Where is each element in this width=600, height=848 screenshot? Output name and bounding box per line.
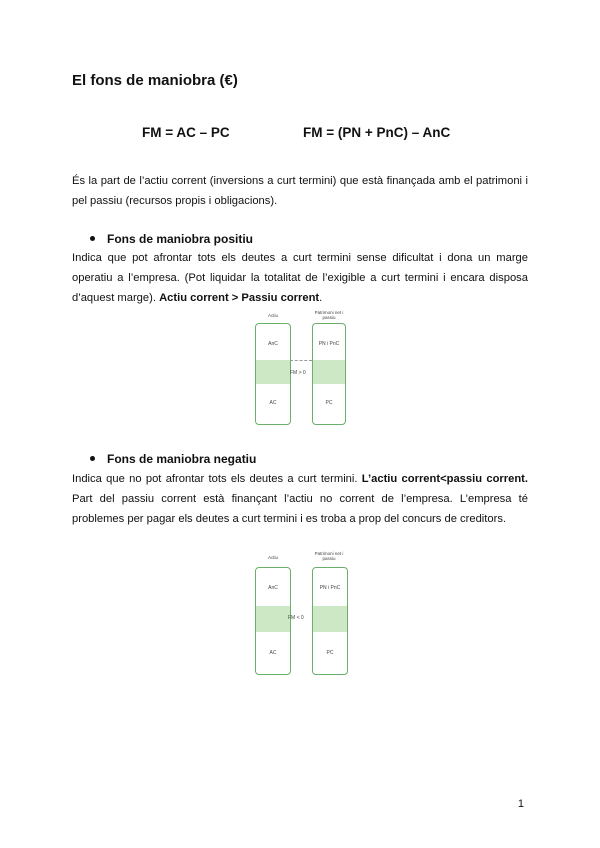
positive-heading-text: Fons de maniobra positiu: [107, 232, 254, 246]
negative-heading-text: Fons de maniobra negatiu: [107, 452, 257, 466]
positive-text: Indica que pot afrontar tots els deutes a curt termini sense dificultat i dona un marge operatiu a l’empresa. (Pot liquidar la totalitat de l’exigible a curt termini i encara disposa d’aquest marge).: [72, 252, 528, 304]
page-title: El fons de maniobra (€): [72, 72, 238, 89]
negative-left-bottom: AC: [269, 650, 277, 656]
negative-emphasis: L’actiu corrent<passiu corrent.: [361, 473, 528, 485]
negative-heading: [90, 452, 256, 466]
bullet-icon: [90, 456, 95, 461]
negative-asset-column: [255, 567, 291, 675]
positive-liability-column: [312, 323, 346, 425]
negative-liability-column: [312, 567, 348, 675]
negative-left-top: AnC: [268, 585, 278, 591]
positive-heading: [90, 232, 253, 246]
positive-asset-band: [256, 360, 290, 384]
positive-left-head: Actiu: [267, 313, 278, 318]
positive-balance-diagram: [250, 310, 350, 425]
negative-text: Indica que no pot afrontar tots els deutes a curt termini.: [72, 473, 358, 485]
formula-fm-pn-pnc-anc: FM = (PN + PnC) – AnC: [303, 125, 451, 140]
negative-fm-label: FM < 0: [288, 615, 304, 621]
negative-left-head: Actiu: [267, 555, 278, 560]
negative-right-head: Patrimoni net i passiu: [314, 551, 344, 561]
bullet-icon: [90, 236, 95, 241]
positive-right-top: PN i PnC: [318, 341, 340, 347]
negative-right-top: PN i PnC: [319, 585, 341, 591]
negative-paragraph: [72, 469, 528, 529]
positive-liability-band: [313, 360, 345, 384]
positive-right-head: Patrimoni net i passiu: [314, 310, 344, 320]
positive-left-bottom: AC: [269, 400, 277, 406]
positive-emphasis: Actiu corrent > Passiu corrent: [159, 292, 320, 304]
positive-fm-label: FM > 0: [290, 370, 306, 376]
negative-liability-band: [313, 606, 347, 632]
positive-paragraph: [72, 248, 528, 308]
negative-balance-diagram: [250, 549, 350, 677]
page-number: 1: [517, 798, 524, 810]
positive-right-bottom: PC: [325, 400, 333, 406]
positive-end: .: [319, 292, 323, 304]
negative-right-bottom: PC: [326, 650, 334, 656]
negative-asset-band: [256, 606, 290, 632]
intro-paragraph: És la part de l’actiu corrent (inversions a curt termini) que està finançada amb el patrimoni i pel passiu (recursos propis i obligacions).: [72, 175, 528, 207]
positive-asset-column: [255, 323, 291, 425]
positive-left-top: AnC: [268, 341, 278, 347]
negative-rest: Part del passiu corrent està finançant l’actiu no corrent de l’empresa. L’empresa té problemes per pagar els deutes a curt termini i es troba a prop del concurs de creditors.: [72, 493, 528, 525]
formula-fm-ac-pc: FM = AC – PC: [142, 125, 230, 140]
positive-dashed-line: [290, 360, 312, 361]
